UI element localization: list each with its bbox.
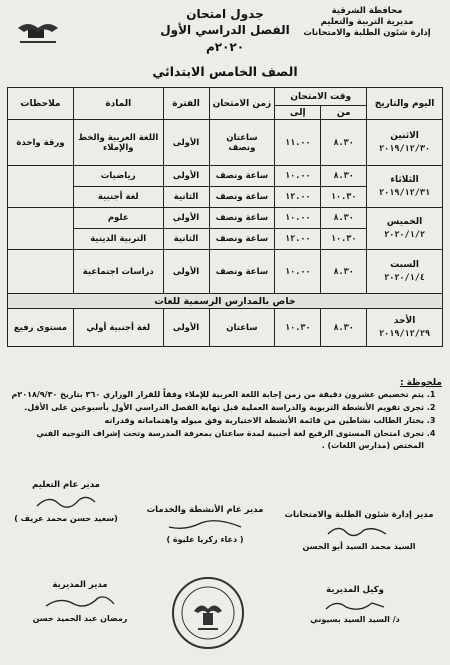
subject-cell: علوم	[73, 208, 163, 229]
duration-cell: ساعة ونصف	[209, 208, 275, 229]
subject-cell: لغة أجنبية	[73, 187, 163, 208]
header-day: اليوم والتاريخ	[367, 88, 443, 120]
section-title: خاص بالمدارس الرسمية للغات	[8, 294, 443, 309]
signature-title: مدير عام الأنشطة والخدمات	[146, 505, 264, 515]
signature-name: د/ السيد السيد بسيوني	[310, 615, 400, 624]
signature-title: مدير عام التعليم	[32, 480, 100, 490]
subject-cell: دراسات اجتماعية	[73, 250, 163, 294]
time-to: ١٢.٠٠	[275, 187, 321, 208]
time-from: ٨.٣٠	[321, 250, 367, 294]
header-subject: المادة	[73, 88, 163, 120]
table-row	[8, 120, 443, 166]
period-cell: الأولى	[163, 166, 209, 187]
time-from: ١٠.٣٠	[321, 187, 367, 208]
signature-name: رمضان عبد الحميد حسن	[32, 614, 128, 623]
table-row	[8, 208, 443, 229]
note-item: 4. تجرى امتحان المستوى الرفيع لغة أجنبية لمدة ساعتان بمعرفة المدرسة وتحت إشراف التوجيه الفني المختص (مدارس اللغات) .	[10, 428, 424, 452]
day-date: ٢٠١٩/١٢/٢٩	[378, 328, 431, 339]
signature-title: مدير إدارة شئون الطلبة والامتحانات	[284, 510, 434, 520]
duration-cell: ساعة ونصف	[209, 250, 275, 294]
subject-cell: التربية الدينية	[73, 229, 163, 250]
handwritten-signature-icon	[165, 517, 245, 533]
signature-deputy	[290, 585, 420, 624]
table-row	[8, 250, 443, 294]
title-block	[140, 6, 310, 82]
organization-block	[292, 6, 442, 39]
time-from: ٨.٣٠	[321, 208, 367, 229]
signature-name: (سعيد حسن محمد عريف )	[14, 514, 118, 523]
time-from: ٨.٣٠	[321, 309, 367, 347]
day-cell	[367, 250, 443, 294]
signature-name: ( دعاء زكريا عليوة )	[166, 535, 244, 544]
time-to: ١٠.٣٠	[275, 309, 321, 347]
day-date: ٢٠٢٠/١/٢	[384, 229, 426, 240]
header-duration: زمن الامتحان	[209, 88, 275, 120]
duration-cell: ساعة ونصف	[209, 166, 275, 187]
table-row	[8, 166, 443, 187]
header-period: الفترة	[163, 88, 209, 120]
duration-cell: ساعة ونصف	[209, 187, 275, 208]
time-to: ١٠.٠٠	[275, 166, 321, 187]
notes-heading: ملحوظة :	[399, 378, 442, 388]
term-title: الفصل الدراسي الأول ٢٠٢٠م	[160, 23, 290, 54]
duration-cell: ساعة ونصف	[209, 229, 275, 250]
period-cell: الأولى	[163, 309, 209, 347]
day-cell	[367, 309, 443, 347]
table-row	[8, 309, 443, 347]
period-cell: الأولى	[163, 120, 209, 166]
signature-name: السيد محمد السيد أبو الحسن	[302, 542, 416, 551]
handwritten-signature-icon	[31, 492, 101, 512]
time-from: ٨.٣٠	[321, 166, 367, 187]
eagle-emblem-icon	[14, 18, 62, 48]
document-title: جدول امتحان	[186, 7, 264, 21]
exam-schedule-table	[7, 87, 443, 347]
day-name: الاثنين	[390, 130, 419, 141]
period-cell: الثانية	[163, 187, 209, 208]
day-cell	[367, 120, 443, 166]
note-cell	[8, 166, 74, 208]
time-from: ١٠.٣٠	[321, 229, 367, 250]
period-cell: الأولى	[163, 250, 209, 294]
day-cell	[367, 166, 443, 208]
org-governorate: محافظة الشرقية	[331, 6, 403, 16]
notes-list	[6, 389, 442, 452]
day-name: السبت	[390, 259, 419, 270]
period-cell: الثانية	[163, 229, 209, 250]
note-cell: ورقة واحدة	[8, 120, 74, 166]
signature-director	[10, 580, 150, 623]
signature-title: مدير المديرية	[52, 580, 108, 590]
org-department: إدارة شئون الطلبة والامتحانات	[303, 28, 431, 38]
subject-cell: رياضيات	[73, 166, 163, 187]
subject-cell: اللغة العربية والخط والإملاء	[73, 120, 163, 166]
period-cell: الأولى	[163, 208, 209, 229]
duration-cell: ساعتان	[209, 309, 275, 347]
day-name: الثلاثاء	[390, 174, 419, 185]
day-name: الخميس	[386, 216, 423, 227]
notes-section	[6, 377, 442, 453]
org-directorate: مديرية التربية والتعليم	[320, 17, 414, 27]
section-title-row	[8, 294, 443, 309]
header-time: وقت الامتحان	[275, 88, 367, 106]
day-date: ٢٠١٩/١٢/٣١	[378, 187, 431, 198]
signature-title: وكيل المديرية	[326, 585, 384, 595]
header-from: من	[321, 106, 367, 120]
time-to: ١٢.٠٠	[275, 229, 321, 250]
duration-cell: ساعتان ونصف	[209, 120, 275, 166]
handwritten-signature-icon	[320, 597, 390, 613]
time-to: ١١.٠٠	[275, 120, 321, 166]
grade-title: الصف الخامس الابتدائي	[152, 64, 298, 79]
subject-cell: لغة أجنبية أولي	[73, 309, 163, 347]
signature-activities	[140, 505, 270, 544]
note-cell: مستوى رفيع	[8, 309, 74, 347]
time-to: ١٠.٠٠	[275, 250, 321, 294]
note-cell	[8, 208, 74, 250]
time-from: ٨.٣٠	[321, 120, 367, 166]
day-name: الأحد	[393, 315, 416, 326]
note-item: 2. تجرى تقويم الأنشطة التربوية والدراسة العملية قبل نهاية الفصل الدراسي الأول بأسبوعين على الأقل.	[10, 402, 424, 414]
document-header	[0, 0, 450, 88]
signature-student-affairs	[274, 510, 444, 551]
handwritten-signature-icon	[40, 592, 120, 612]
header-notes: ملاحظات	[8, 88, 74, 120]
signature-education	[6, 480, 126, 523]
time-to: ١٠.٠٠	[275, 208, 321, 229]
official-seal-icon	[170, 575, 246, 651]
handwritten-signature-icon	[324, 522, 394, 538]
day-cell	[367, 208, 443, 250]
note-item: 3. يختار الطالب نشاطين من قائمة الأنشطة الاختيارية وفق ميوله واهتماماته وقدراته	[10, 415, 424, 427]
day-date: ٢٠١٩/١٢/٣٠	[378, 143, 431, 154]
note-cell	[8, 250, 74, 294]
note-item: 1. يتم تخصيص عشرون دقيقة من زمن إجابة اللغة العربية للإملاء وفقاً للقرار الوزاري ٣٦٠ بتاريخ ٢٠١٨/٩/٣٠م	[10, 389, 424, 401]
header-to: إلى	[275, 106, 321, 120]
day-date: ٢٠٢٠/١/٤	[384, 272, 426, 283]
